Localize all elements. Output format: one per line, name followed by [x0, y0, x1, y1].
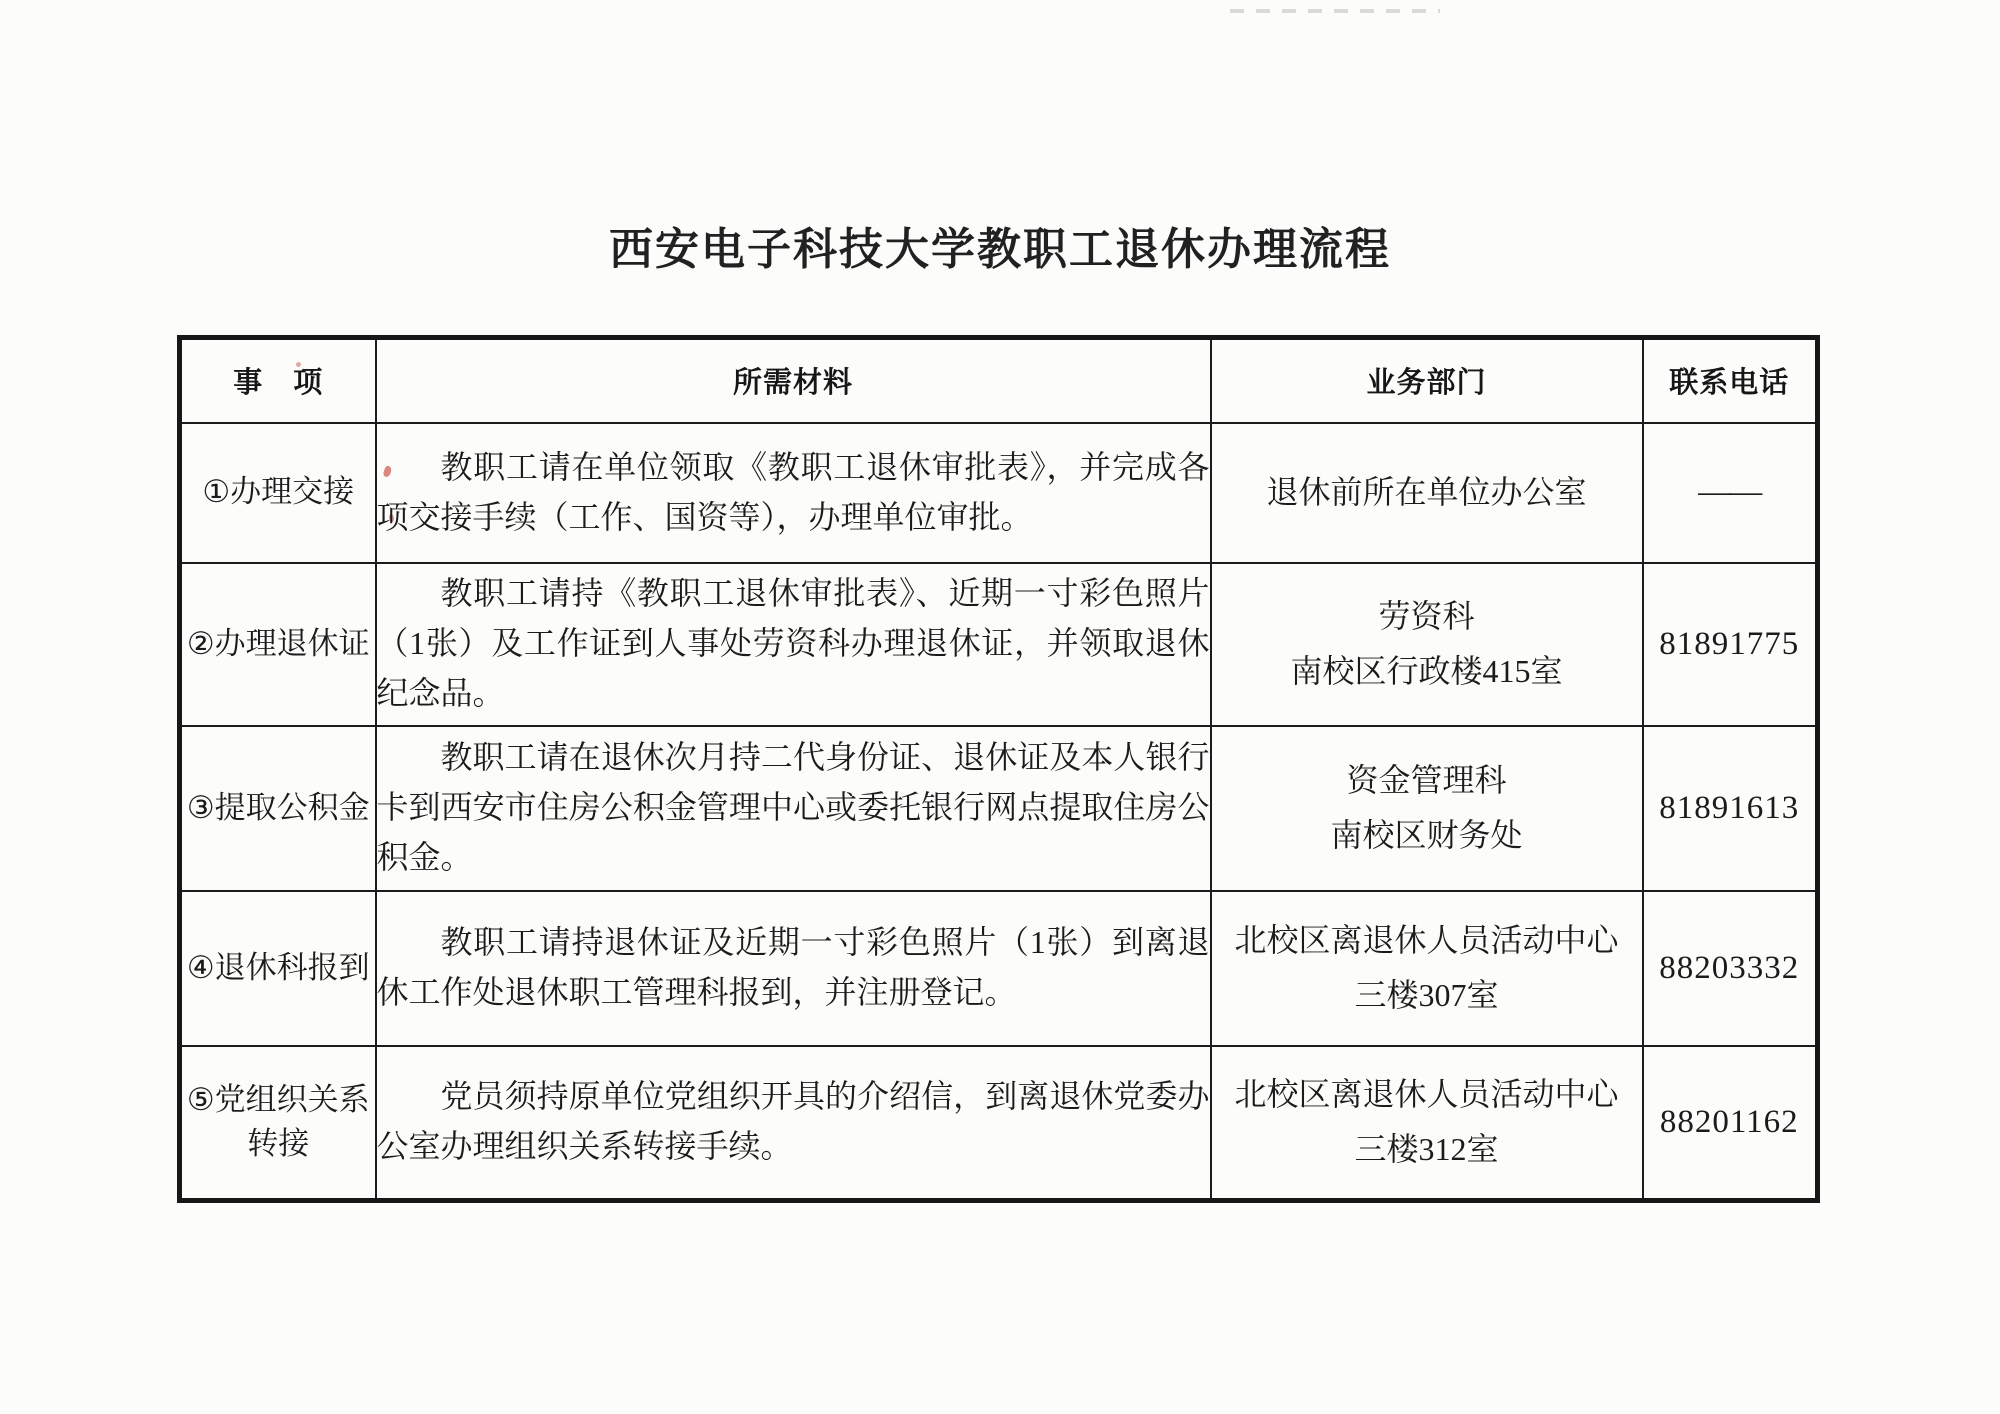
table-row	[180, 423, 1818, 563]
department-line-2: 南校区行政楼415室	[1290, 653, 1563, 689]
header-item: 事 项	[180, 338, 376, 423]
materials-cell	[376, 563, 1211, 726]
item-cell: ⑤党组织关系转接	[180, 1046, 376, 1201]
header-materials: 所需材料	[376, 338, 1211, 423]
department-line-1: 北校区离退休人员活动中心	[1234, 1076, 1619, 1113]
header-department: 业务部门	[1211, 338, 1643, 423]
materials-cell	[376, 891, 1211, 1046]
department-cell	[1211, 1046, 1643, 1201]
materials-text: 教职工请持《教职工退休审批表》、近期一寸彩色照片（1张）及工作证到人事处劳资科办理退休证，并领取退休纪念品。	[376, 575, 1210, 711]
phone-value: 88201162	[1659, 1103, 1799, 1140]
scan-artifact	[1230, 9, 1440, 13]
item-cell: ①办理交接	[180, 423, 376, 563]
phone-cell	[1643, 1046, 1818, 1201]
phone-value: 88203332	[1659, 949, 1800, 986]
phone-value: 81891613	[1659, 789, 1800, 826]
page-title: 西安电子科技大学教职工退休办理流程	[609, 225, 1391, 274]
materials-cell	[376, 726, 1211, 891]
department-line-1: 北校区离退休人员活动中心	[1234, 921, 1619, 958]
department-line-1: 资金管理科	[1346, 761, 1507, 798]
item-cell: ④退休科报到	[180, 891, 376, 1046]
department-cell	[1211, 891, 1643, 1046]
department-line-2: 三楼307室	[1354, 977, 1499, 1013]
materials-cell	[376, 1046, 1211, 1201]
department-line-1: 退休前所在单位办公室	[1266, 473, 1587, 510]
materials-text: 教职工请在单位领取《教职工退休审批表》，并完成各项交接手续（工作、国资等），办理单位审批。	[376, 448, 1210, 535]
header-row	[180, 338, 1818, 423]
item-cell: ②办理退休证	[180, 563, 376, 726]
department-cell	[1211, 563, 1643, 726]
materials-text: 教职工请持退休证及近期一寸彩色照片（1张）到离退休工作处退休职工管理科报到，并注册登记。	[376, 924, 1210, 1010]
table-row	[180, 726, 1818, 891]
table-row	[180, 891, 1818, 1046]
table-row	[180, 563, 1818, 726]
header-phone: 联系电话	[1643, 338, 1818, 423]
phone-cell	[1643, 891, 1818, 1046]
department-cell	[1211, 423, 1643, 563]
materials-cell	[376, 423, 1211, 563]
phone-cell	[1643, 726, 1818, 891]
procedure-table	[177, 335, 1820, 1203]
department-line-2: 三楼312室	[1354, 1131, 1499, 1168]
item-cell: ③提取公积金	[180, 726, 376, 891]
materials-text: 教职工请在退休次月持二代身份证、退休证及本人银行卡到西安市住房公积金管理中心或委托银行网点提取住房公积金。	[376, 739, 1210, 875]
department-line-1: 劳资科	[1378, 597, 1475, 634]
department-line-2: 南校区财务处	[1330, 817, 1523, 853]
table-row	[180, 1046, 1818, 1201]
phone-cell	[1643, 563, 1818, 726]
materials-text: 党员须持原单位党组织开具的介绍信，到离退休党委办公室办理组织关系转接手续。	[376, 1078, 1210, 1165]
phone-cell	[1643, 423, 1818, 563]
department-cell	[1211, 726, 1643, 891]
phone-value: ——	[1698, 474, 1761, 510]
phone-value: 81891775	[1659, 625, 1800, 662]
